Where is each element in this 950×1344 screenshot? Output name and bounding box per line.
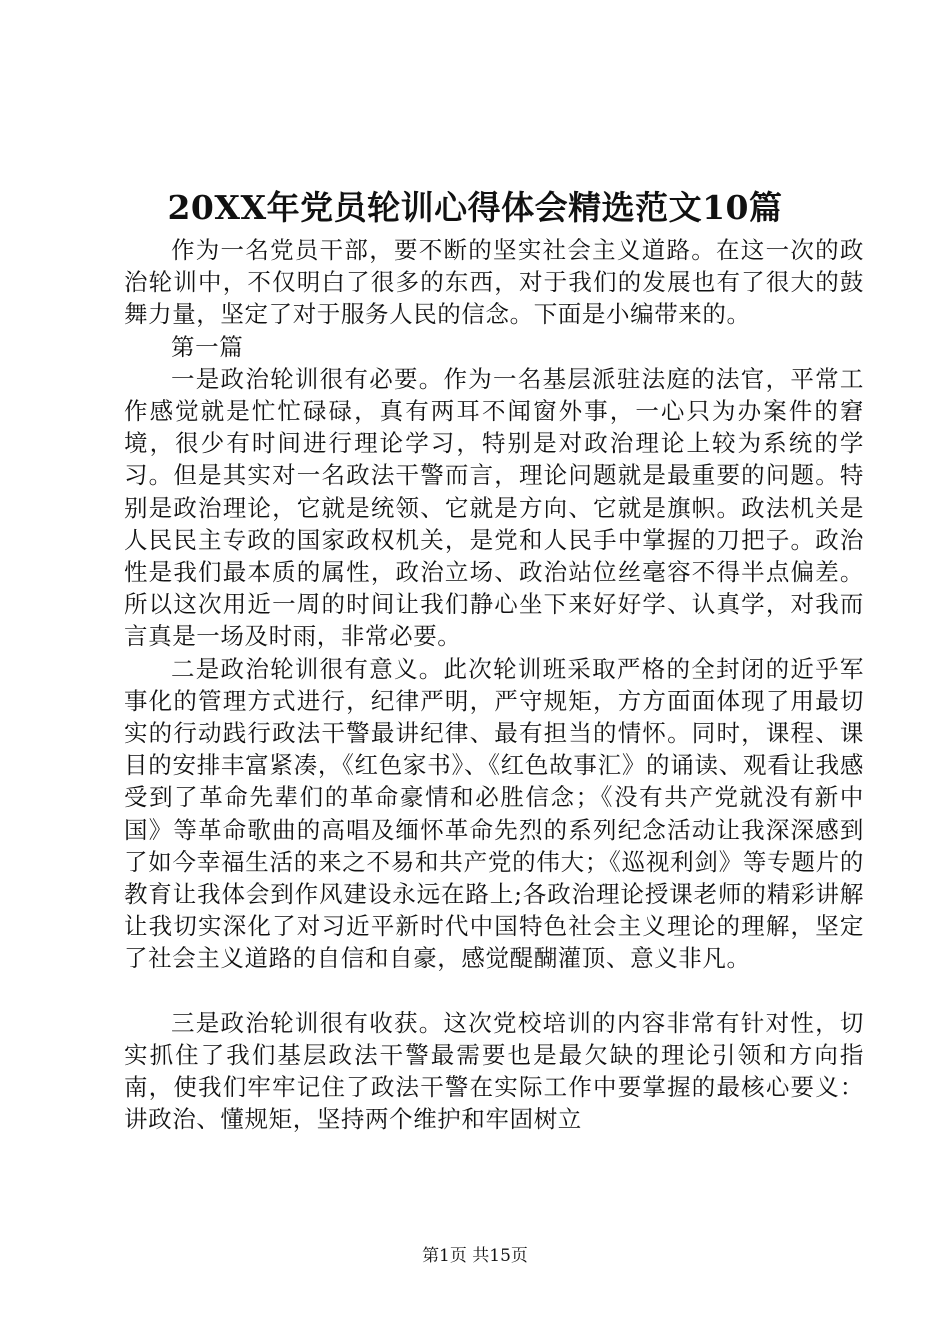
intro-paragraph: 作为一名党员干部，要不断的坚实社会主义道路。在这一次的政治轮训中，不仅明白了很多的东西，对于我们的发展也有了很大的鼓舞力量，坚定了对于服务人民的信念。下面是小编带来的。	[124, 236, 864, 329]
body-paragraph: 一是政治轮训很有必要。作为一名基层派驻法庭的法官，平常工作感觉就是忙忙碌碌，真有两耳不闻窗外事，一心只为办案件的窘境，很少有时间进行理论学习，特别是对政治理论上较为系统的学习。但是其实对一名政法干警而言，理论问题就是最重要的问题。特别是政治理论，它就是统领、它就是方向、它就是旗帜。政法机关是人民民主专政的国家政权机关，是党和人民手中掌握的刀把子。政治性是我们最本质的属性，政治立场、政治站位丝毫容不得半点偏差。所以这次用近一周的时间让我们静心坐下来好好学、认真学，对我而言真是一场及时雨，非常必要。	[124, 364, 864, 651]
section-heading: 第一篇	[171, 332, 244, 361]
page-number: 第1页 共15页	[422, 1246, 528, 1266]
document-body	[124, 234, 864, 1135]
document-title: 20XX年党员轮训心得体会精选范文10篇	[167, 188, 783, 227]
body-paragraph: 二是政治轮训很有意义。此次轮训班采取严格的全封闭的近乎军事化的管理方式进行，纪律严明，严守规矩，方方面面体现了用最切实的行动践行政法干警最讲纪律、最有担当的情怀。同时，课程、课目的安排丰富紧凑，《红色家书》、《红色故事汇》的诵读、观看让我感受到了革命先辈们的革命豪情和必胜信念；《没有共产党就没有新中国》等革命歌曲的高唱及缅怀革命先烈的系列纪念活动让我深深感到了如今幸福生活的来之不易和共产党的伟大；《巡视利剑》等专题片的教育让我体会到作风建设永远在路上;各政治理论授课老师的精彩讲解让我切实深化了对习近平新时代中国特色社会主义理论的理解，坚定了社会主义道路的自信和自豪，感觉醍醐灌顶、意义非凡。	[124, 654, 864, 973]
body-paragraph: 三是政治轮训很有收获。这次党校培训的内容非常有针对性，切实抓住了我们基层政法干警最需要也是最欠缺的理论引领和方向指南，使我们牢牢记住了政法干警在实际工作中要掌握的最核心要义：讲政治、懂规矩，坚持两个维护和牢固树立	[124, 1008, 864, 1134]
